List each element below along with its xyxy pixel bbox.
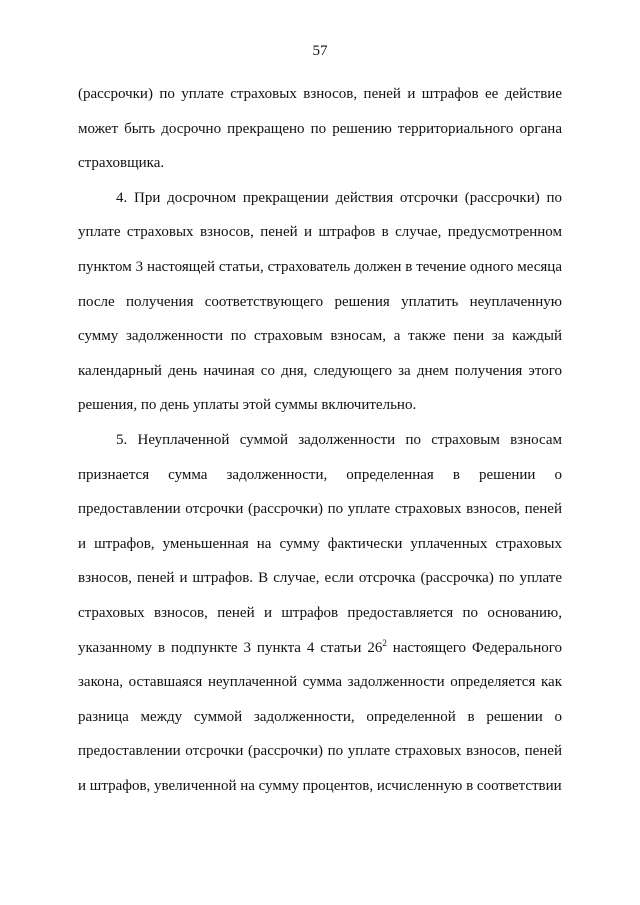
- page-number: 57: [312, 43, 328, 59]
- article-superscript: 2: [382, 637, 387, 648]
- paragraph-item-5-text-start: 5. Неуплаченной суммой задолженности по страховым взносам признается сумма задолженности, определенная в решении о предоставлении отсрочки (рассрочки) по уплате страховых взносов, пеней и штрафов, уменьшенная на сумму фактически уплаченных страховых взносов, пеней и штрафов. В случае, если отсрочка (рассрочка) по уплате страховых взносов, пеней и штрафов предоставляется по основанию, указанному в подпункте 3 пункта 4 статьи 26: [78, 431, 562, 656]
- paragraph-item-4: 4. При досрочном прекращении действия отсрочки (рассрочки) по уплате страховых взносов, пеней и штрафов в случае, предусмотренном пунктом 3 настоящей статьи, страхователь должен в течение одного месяца после получения соответствующего решения уплатить неуплаченную сумму задолженности по страховым взносам, а также пени за каждый календарный день начиная со дня, следующего за днем получения этого решения, по день уплаты этой суммы включительно.: [78, 189, 562, 414]
- document-body: [78, 77, 562, 803]
- paragraph-item-5-text-end: настоящего Федерального закона, оставшаяся неуплаченной сумма задолженности определяется как разница между суммой задолженности, определенной в решении о предоставлении отсрочки (рассрочки) по уплате страховых взносов, пеней и штрафов, увеличенной на сумму процентов, исчисленную в соответствии: [78, 639, 562, 794]
- paragraph-continuation: (рассрочки) по уплате страховых взносов, пеней и штрафов ее действие может быть досрочно прекращено по решению территориального органа страховщика.: [78, 86, 562, 172]
- paragraph-item-5: [78, 423, 562, 804]
